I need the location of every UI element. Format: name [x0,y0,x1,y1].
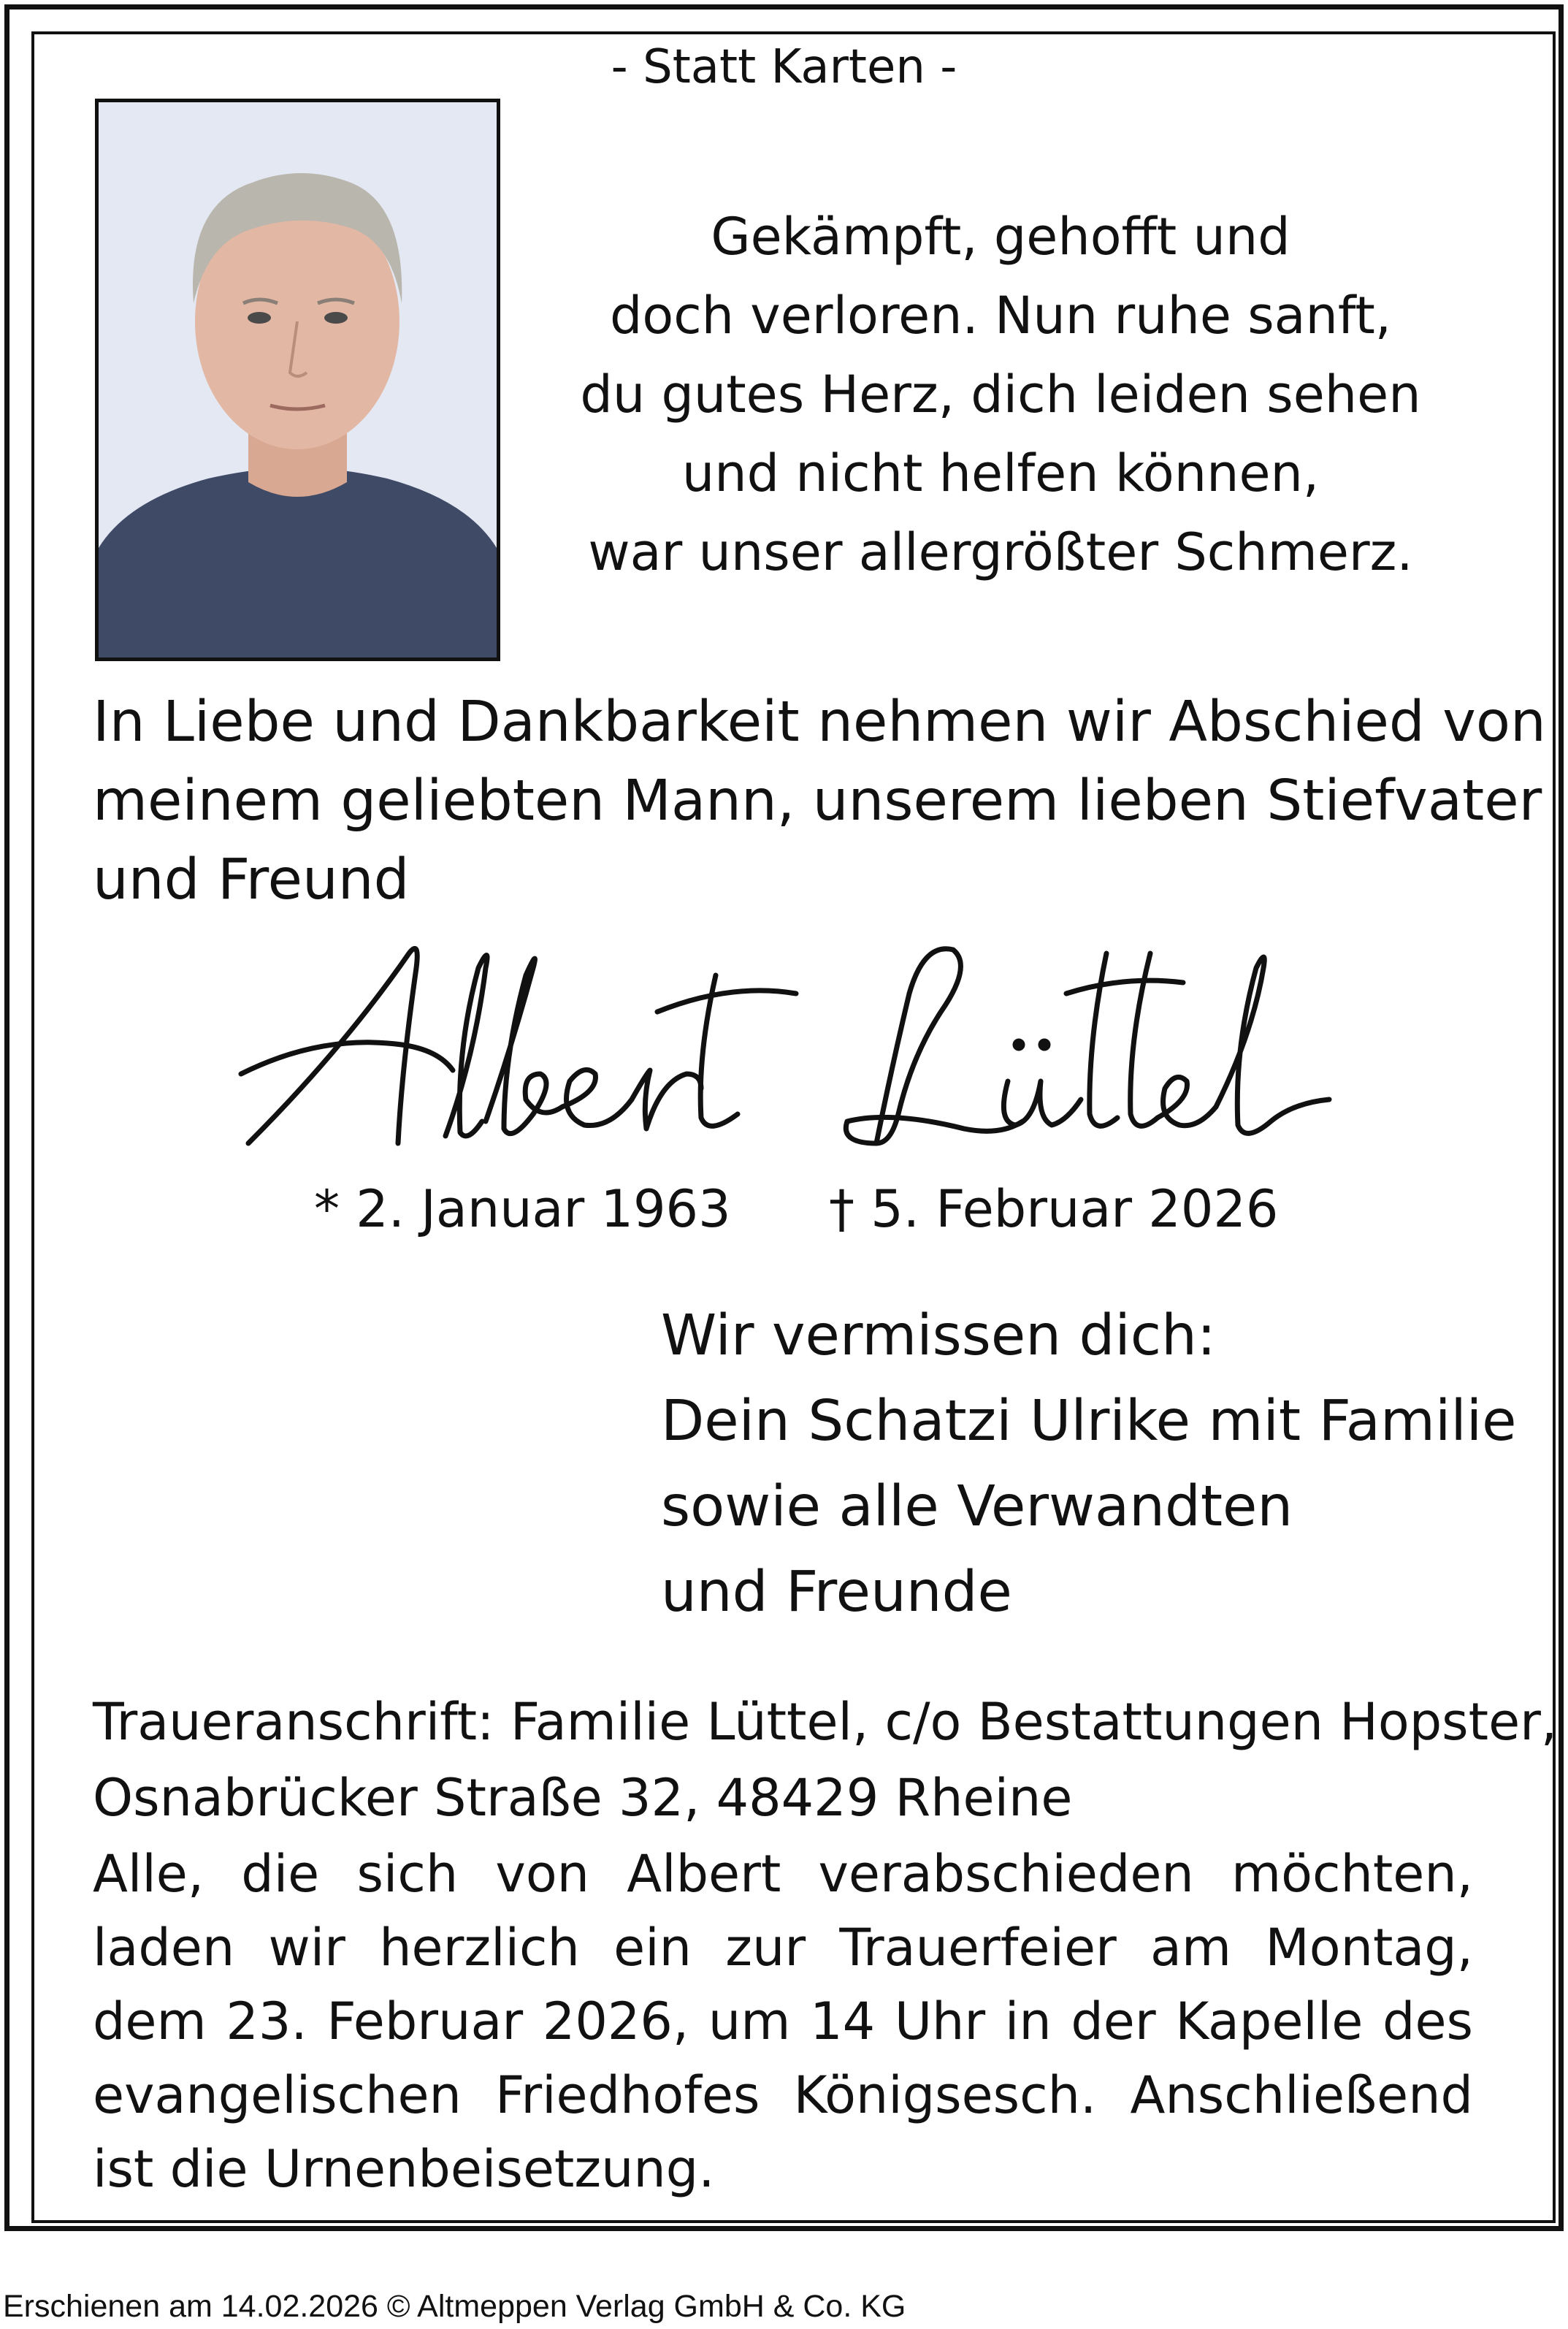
mourners-line: Wir vermissen dich: [661,1303,1216,1368]
farewell-intro [93,683,1546,920]
intro-line: meinem geliebten Mann, unserem lieben Stiefvater [93,769,1542,834]
mourning-address [93,1684,1557,1836]
address-line: Osnabrücker Straße 32, 48429 Rheine [93,1768,1073,1828]
poem-line: du gutes Herz, dich leiden sehen [580,365,1421,424]
intro-line: In Liebe und Dankbarkeit nehmen wir Abschied von [93,690,1546,755]
poem-line: Gekämpft, gehofft und [711,207,1290,267]
mourners-line: und Freunde [661,1560,1012,1625]
mourners-line: Dein Schatzi Ulrike mit Familie [661,1389,1517,1454]
mourners-signature [661,1293,1517,1635]
poem-line: war unser allergrößter Schmerz. [588,522,1413,582]
deceased-name-signature [234,924,1344,1165]
intro-line: und Freund [93,847,410,912]
statt-karten-heading: - Statt Karten - [611,40,957,94]
mourners-line: sowie alle Verwandten [661,1474,1293,1539]
funeral-notice: Alle, die sich von Albert verabschieden möchten, laden wir herzlich ein zur Trauerfeier am Montag, dem 23. Februar 2026, um 14 Uhr in der Kapelle des evangelischen Friedhofes Königsesch. Anschließend ist die Urnenbeisetzung. [93,1844,1473,2199]
death-date: † 5. Februar 2026 [829,1179,1279,1239]
poem-line: und nicht helfen können, [681,443,1320,503]
publication-footer: Erschienen am 14.02.2026 © Altmeppen Verlag GmbH & Co. KG [3,2289,906,2324]
portrait-photo [95,99,500,661]
portrait-illustration [99,102,497,657]
address-line: Traueranschrift: Familie Lüttel, c/o Bestattungen Hopster, [93,1692,1558,1752]
birth-date: * 2. Januar 1963 [314,1179,731,1239]
poem [555,197,1446,592]
poem-line: doch verloren. Nun ruhe sanft, [609,286,1392,346]
